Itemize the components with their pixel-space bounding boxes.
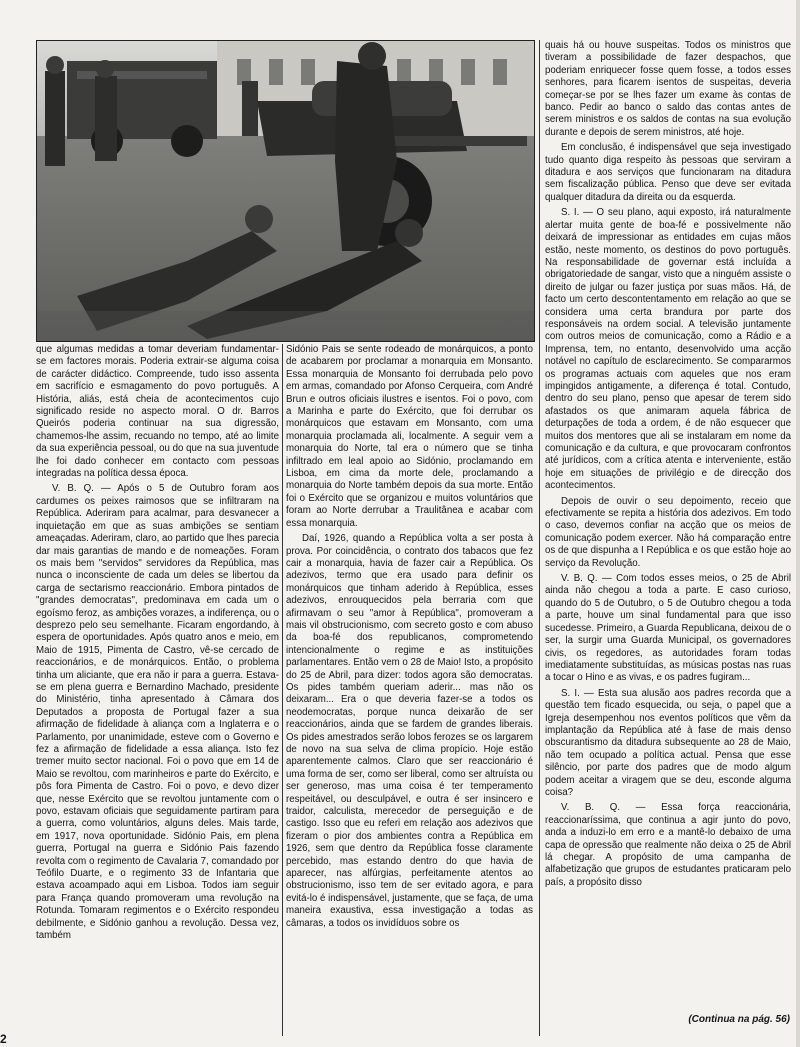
paragraph: que algumas medidas a tomar deveriam fundamentar-se em factores morais. Poderia extrair-se alguma coisa de carácter didáctico. Compreende, tudo isso assenta em sacrifício e esmagamento do povo português. A História, aliás, está cheia de acontecimentos cujo significado reside no aspecto moral. O dr. Barros Queirós poderia continuar na sua digressão, chamemos-lhe assim, recuando no tempo, até ao limite da sua experiência pessoal, ou do que na sua juventude lhe foi dado conhecer em contacto com pessoas integradas na política dessa época. <box>36 344 279 480</box>
continuation-note: (Continua na pág. 56) <box>688 1014 790 1025</box>
paragraph: S. I. — Esta sua alusão aos padres recorda que a questão tem ficado esquecida, ou seja, o papel que a Igreja desempenhou nos eventos políticos que vêm da implantação da República até à fase de mais denso obscurantismo da ditadura subsequente ao 28 de Maio, não tem ocupado a política actual. Pensa que esse silêncio, por parte dos padres que de modo algum podem aceitar a viragem que se deu, esconde alguma coisa? <box>545 687 791 798</box>
paragraph: Daí, 1926, quando a República volta a ser posta à prova. Por coincidência, o contrato dos tabacos que fez cair a monarquia, havia de fazer cair a República. Os adezivos, termo que era usado para definir os monárquicos que tinham aderido à República, esses adezivos, enrouquecidos pela berraria com que afirmavam o seu "amor à República", promoveram a mais vil obstrucionismo, com secreto gosto e com abuso da boa-fé dos republicanos, comprometendo intencionalmente o regime e as instituições parlamentares. Então vem o 28 de Maio! Isto, a propósito do 25 de Abril, para dizer: todos agora são democratas. Os pides também queriam aderir... mas não os deixaram... Era o que deveria fazer-se a todos os neodemocratas, porque nunca deixarão de ser reaccionários, ainda que se fardem de grandes liberais. Os pides amestrados serão lobos ferozes se os largarem de novo na sua selva de clima propício. Hoje estão aparentemente calmos. Claro que ser reaccionário é uma forma de ser, como ser liberal, como ser altruísta ou ser generoso, mas uma coisa é ter temperamento respeitável, ou desculpável, e outra é ser insincero e traidor, calculista, merecedor de perseguição e de castigo. Isso que eu referi em relação aos adezivos que fizeram o pior dos ambientes contra a República em 1926, sem que dentro da República fosse claramente percebido, mas estando dentro do que havia de aparecer, nas alfúrgias, perfeitamente atentos ao obstrucionismo, isso tem de ser evitado agora, e para evitá-lo é indispensável, justamente, que se faça, de uma maneira exaustiva, essa investigação a todas as câmaras, a todos os invidíduos sobre os <box>286 533 533 929</box>
column-divider <box>282 344 283 1036</box>
paragraph: V. B. Q. — Essa força reaccionária, reaccionaríssima, que continua a agir junto do povo, anda a induzi-lo em erro e a mantê-lo debaixo de uma capa de opressão que realmente não deixa o 25 de Abril lá chegar. A propósito de uma campanha de alfabetização que grupos de estudantes praticaram pelo país, a propósito disso <box>545 802 791 888</box>
soldiers-photo-illustration <box>37 41 534 341</box>
paragraph: quais há ou houve suspeitas. Todos os ministros que tiveram a possibilidade de fazer despachos, que poderiam enriquecer fosse quem fosse, a todos esses senhores, para ficarem isentos de suspeitas, deveria começar-se por se lhes fazer um exame às contas de banco. Pedir ao banco o saldo das contas antes de serem ministros e os saldos de contas na sua evolução durante e depois de serem ministros, até hoje. <box>545 40 791 138</box>
paragraph: V. B. Q. — Após o 5 de Outubro foram aos cardumes os peixes raimosos que se infiltraram na República. Aderiram para acalmar, para desvanecer a inquietação em que as suas ambições se sentiam ameaçadas. Aderiram, claro, ao partido que lhes parecia dar mais garantias de mando e de nomeações. Foram os mais bem "servidos" servidores da República, mas nunca o inconsciente de cada um deles se libertou da carga de sectarismo reaccionário. Embora pintados de "grandes democratas", predominava em cada um o egoísmo feroz, as ambições vorazes, a indiferença, ou o desprezo pelo seu semelhante. Ficaram engordando, à espera de oportunidades. Após quatro anos e meio, em Maio de 1915, Pimenta de Castro, vê-se cercado de reaccionários, e de monárquicos. Então, o problema tinha um aliciante, que era não ir para a guerra. Estava-se em plena guerra e Bernardino Machado, presidente do Ministério, tinha apresentado à Câmara dos Deputados a proposta de Portugal fazer a sua afirmação de fidelidade à aliança com a Inglaterra e o Parlamento, por unanimidade, esteve com o Governo e fez a afirmação de fidelidade a essa aliança. Isto fez tremer muito sector nacional. Foi o povo que em 14 de Maio se revoltou, com marinheiros e parte do Exército, e pôs fora Pimenta de Castro. Foi o povo, e devo dizer que, nesse Exército que se revoltou juntamente com o povo, estavam oficiais que seguidamente partiram para a guerra, como voluntários, alguns deles. Mais tarde, em 1917, nova oportunidade. Sidónio Pais, em plena guerra, Portugal na guerra e Sidónio Pais fazendo revolta com o regimento de Cavalaria 7, comandado por Teófilo Duarte, e o regimento 33 de Infantaria que estava acoampado aqui em Lisboa. Todos iam seguir para França quando promoveram uma revolução na Rotunda. Tomaram regimentos e o Exército respondeu debilmente, e Sidónio ganhou a revolução. Dessa vez, também <box>36 483 279 942</box>
column-divider <box>539 40 540 1036</box>
paragraph: Em conclusão, é indispensável que seja investigado tudo quanto diga respeito às pessoas que serviram a ditadura e aos serviços que funcionaram na ditadura sem fiscalização pública. Penso que deve ser evitada qualquer ditadura da direita ou da esquerda. <box>545 142 791 203</box>
column-1 <box>36 344 279 1036</box>
column-2 <box>286 344 533 1036</box>
paragraph: Depois de ouvir o seu depoimento, receio que efectivamente se repita a história dos adezivos. Em todo o caso, devemos confiar na acção que os meios de comunicação podem exercer. Não há comparação entre os de que dispunha a I República e os que estão hoje ao serviço da Revolução. <box>545 495 791 569</box>
paragraph: S. I. — O seu plano, aqui exposto, irá naturalmente alertar muita gente de boa-fé e possivelmente não deixará de impressionar as entidades em cujas mãos estão, neste momento, os destinos do povo português. Na responsabilidade de governar está incluída a obrigatoriedade de sangar, visto que a ninguém assiste o direito de julgar ou fazer justiça por suas mãos. Há, de facto um certo descontentamento em relação ao que se considera uma certa brandura por parte dos responsáveis na ordem social. A televisão juntamente com outros meios de comunicação, como a Rádio e a Imprensa, tem, no entanto, desenvolvido uma acção notável no capítulo de esclarecimento. Se compararmos os programas actuais com aqueles que nos eram impingidos antigamente, a diferença é total. Contudo, dentro do seu plano, penso que apesar de terem sido afastados os que animaram aquela fábrica de deturpações de toda a ordem, é de não esquecer que muitos dos mentores que ali se instalaram em nome da comunicação e da cultura, e que provocaram confrontos até jurídicos, com a crítica atenta e interveniente, estão hoje em situações de privilégio e de direcção dos acontecimentos. <box>545 207 791 492</box>
column-3 <box>545 40 791 1025</box>
page-edge <box>796 0 800 1047</box>
page-number: 2 <box>0 1032 7 1046</box>
paragraph: Sidónio Pais se sente rodeado de monárquicos, a ponto de acabarem por proclamar a monarquia em Monsanto. Essa monarquia de Monsanto foi derrubada pelo povo em armas, comandado por Afonso Cerqueira, com André Brun e outros oficiais ilustres e isentos. Foi o povo, com a Marinha e parte do Exército, que foi derrubar os monárquicos que estavam em Monsanto, com uma monarquia proclamada ali, localmente. A seguir vem a monarquia do Norte, tal era o número que se tinha infiltrado em leal apoio ao Sidónio, proclamando em Lisboa, em cima da morte dele, proclamando a monarquia do Norte também depois da sua morte. Então foi o Exército que se organizou e muitos voluntários que foram ao Norte derrubar a Traulitânea e acabar com essa monarquia. <box>286 344 533 529</box>
news-photo <box>36 40 535 342</box>
paragraph: V. B. Q. — Com todos esses meios, o 25 de Abril ainda não chegou a toda a parte. E caso curioso, quando do 5 de Outubro, o 5 de Outubro chegou a toda a parte, houve um sinal fundamental para que isso sucedesse. Primeiro, a Guarda Republicana, deixou de o ser, la surgir uma Guarda Municipal, os governadores civis, os regedores, as autoridades foram todas imediatamente substituídas, as músicas postas nas ruas a tocar o Hino e as vivas, e os padres fugiram... <box>545 573 791 684</box>
